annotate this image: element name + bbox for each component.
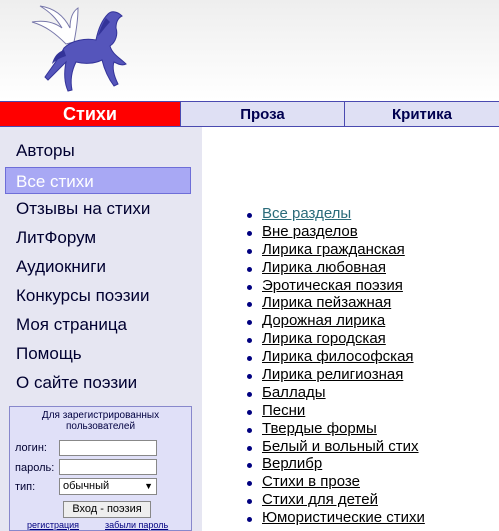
section-link[interactable]: Лирика любовная [262, 258, 386, 276]
section-link[interactable]: Песни [262, 401, 306, 419]
section-link[interactable]: Верлибр [262, 455, 323, 473]
password-label: пароль: [15, 462, 55, 474]
password-input[interactable] [59, 459, 157, 475]
tab-criticism[interactable]: Критика [345, 102, 499, 126]
list-item [246, 259, 425, 277]
section-link[interactable]: Белый и вольный стих [262, 437, 419, 455]
sidebar-item-help[interactable]: Помощь [16, 344, 82, 363]
list-item [246, 402, 425, 420]
list-item [246, 241, 425, 259]
list-item [246, 438, 425, 456]
list-item [246, 491, 425, 509]
section-link[interactable]: Юмористические стихи [262, 509, 425, 527]
sidebar-item-audiobooks[interactable]: Аудиокниги [16, 257, 106, 276]
section-link[interactable]: Баллады [262, 383, 326, 401]
section-link[interactable]: Лирика городская [262, 330, 386, 348]
section-link[interactable]: Твердые формы [262, 419, 377, 437]
list-item [246, 420, 425, 438]
list-item [246, 473, 425, 491]
section-link[interactable]: Лирика пейзажная [262, 294, 392, 312]
sidebar-item-about[interactable]: О сайте поэзии [16, 373, 138, 392]
list-item [246, 509, 425, 527]
login-box [9, 406, 192, 531]
section-link[interactable]: Эротическая поэзия [262, 276, 403, 294]
tab-poems[interactable]: Стихи [0, 102, 181, 126]
list-item [246, 205, 425, 223]
register-link[interactable]: регистрация [27, 520, 80, 530]
section-link[interactable]: Дорожная лирика [262, 312, 386, 330]
forgot-password-link[interactable]: забыли пароль [105, 520, 169, 530]
list-item [246, 348, 425, 366]
section-link[interactable]: Лирика религиозная [262, 366, 404, 384]
login-label: логин: [15, 442, 47, 454]
list-item [246, 366, 425, 384]
tab-prose[interactable]: Проза [181, 102, 345, 126]
section-link[interactable]: Стихи в прозе [262, 473, 360, 491]
login-button[interactable]: Вход - поэзия [63, 501, 151, 518]
sections-list [246, 205, 425, 527]
section-link[interactable]: Лирика философская [262, 348, 414, 366]
type-select-value: обычный [63, 480, 110, 492]
login-title: Для зарегистрированных пользователей [41, 410, 160, 432]
type-label: тип: [15, 481, 36, 493]
site-header [0, 0, 499, 100]
sidebar-item-authors[interactable]: Авторы [16, 141, 75, 160]
chevron-down-icon: ▼ [144, 481, 153, 491]
login-input[interactable] [59, 440, 157, 456]
sidebar-item-reviews[interactable]: Отзывы на стихи [16, 199, 151, 218]
sidebar-item-all-poems[interactable]: Все стихи [5, 167, 191, 194]
section-tabs [0, 101, 499, 127]
sidebar-item-contests[interactable]: Конкурсы поэзии [16, 286, 150, 305]
section-link-all[interactable]: Все разделы [262, 205, 352, 222]
list-item [246, 277, 425, 295]
section-link[interactable]: Стихи для детей [262, 491, 378, 509]
section-link[interactable]: Вне разделов [262, 222, 358, 240]
list-item [246, 455, 425, 473]
sidebar-item-litforum[interactable]: ЛитФорум [16, 228, 97, 247]
type-select[interactable] [59, 478, 157, 495]
main-content [202, 127, 499, 531]
sidebar-item-my-page[interactable]: Моя страница [16, 315, 128, 334]
list-item [246, 330, 425, 348]
section-link[interactable]: Лирика гражданская [262, 240, 405, 258]
list-item [246, 294, 425, 312]
pegasus-logo-icon[interactable] [26, 4, 132, 96]
list-item [246, 312, 425, 330]
list-item [246, 223, 425, 241]
list-item [246, 384, 425, 402]
